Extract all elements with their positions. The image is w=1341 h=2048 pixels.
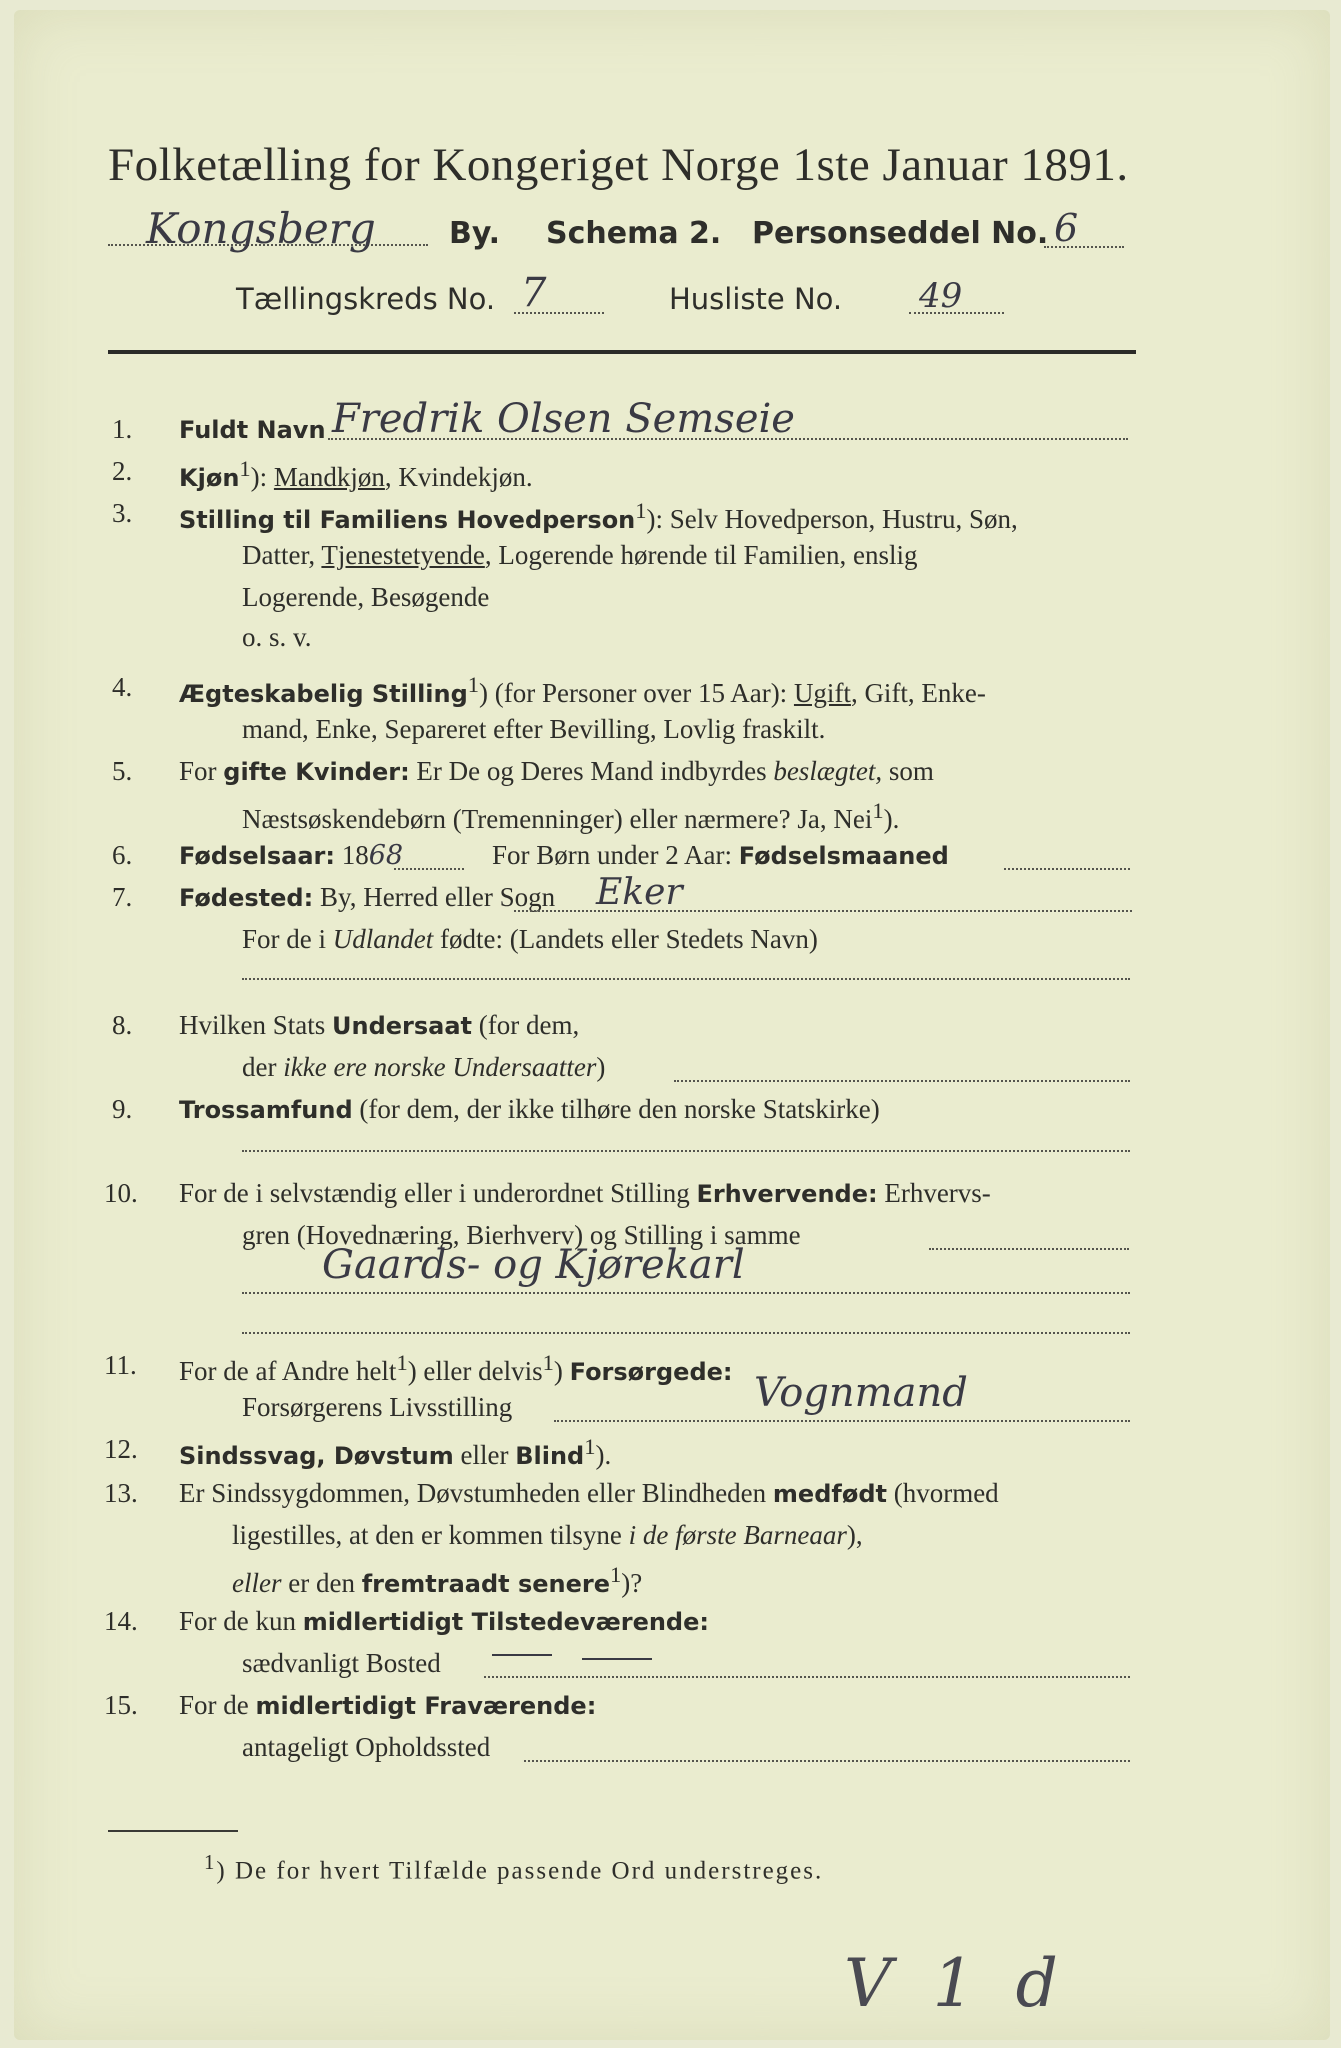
q9-number: 9. [112, 1094, 133, 1124]
q8-line2a: der [242, 1052, 284, 1082]
by-label: By. [449, 216, 501, 251]
q13-line3a: er den [281, 1568, 362, 1598]
q15-label: midlertidigt Fraværende: [255, 1692, 597, 1720]
kreds-label: Tællingskreds No. [236, 282, 496, 316]
q1-number: 1. [112, 414, 133, 444]
kreds-dotted-line [514, 312, 604, 314]
q14-row1 [179, 1606, 709, 1637]
q6-number: 6. [112, 840, 133, 870]
q13-text-b: (hvormed [886, 1478, 999, 1508]
q3-row4: o. s. v. [242, 622, 312, 652]
q6-year-print: 18 [341, 840, 369, 870]
q8-row1 [179, 1010, 579, 1041]
q8-label: Undersaat [332, 1012, 473, 1040]
q7-dotted-line-2 [242, 978, 1130, 980]
q10-number: 10. [104, 1178, 138, 1208]
q13-row2 [232, 1520, 863, 1551]
q15-dotted-line [524, 1760, 1130, 1762]
q14-row2: sædvanligt Bosted [242, 1648, 441, 1678]
q2-option-kvindekjon: , Kvindekjøn. [384, 462, 533, 492]
q5-row2 [242, 798, 899, 835]
q3-number: 3. [112, 498, 133, 528]
q13-row1 [179, 1478, 999, 1509]
q6-text: For Børn under 2 Aar: [492, 840, 732, 870]
q3-label: Stilling til Familiens Hovedperson [179, 506, 636, 534]
husliste-label: Husliste No. [669, 282, 843, 316]
q4-footnote-mark: 1 [467, 672, 480, 697]
q14-dash-mark-1 [492, 1654, 552, 1656]
schema-label: Schema 2. [546, 216, 722, 251]
q6-year-dotted-line [394, 868, 464, 870]
q10-text-a: For de i selvstændig eller i underordnet Stilling [179, 1178, 697, 1208]
q11-footnote-mark-2: 1 [542, 1350, 554, 1375]
husliste-no: 49 [919, 276, 963, 316]
q3-underlined-option: Tjenestetyende [321, 540, 485, 570]
q4-line1b: , Gift, Enke- [850, 678, 986, 708]
q11-text-c: ) [553, 1356, 570, 1386]
q12-text: eller [453, 1440, 516, 1470]
personseddel-no: 6 [1054, 206, 1079, 250]
q15-text-a: For de [179, 1690, 256, 1720]
q13-footnote-mark: 1 [610, 1562, 622, 1587]
q11-provider-value: Vognmand [754, 1370, 968, 1416]
footnote-mark: 1 [204, 1850, 217, 1874]
q5-line2: Næstsøskendebørn (Tremenninger) eller nærmere? Ja, Nei [242, 804, 873, 834]
q12-end: ). [595, 1440, 612, 1470]
header-rule [108, 350, 1136, 354]
margin-note-handwritten: V 1 d [844, 1945, 1068, 2022]
q3-line1: ): Selv Hovedperson, Hustru, Søn, [646, 504, 1018, 534]
q13-text-a: Er Sindssygdommen, Døvstumheden eller Blindheden [179, 1478, 773, 1508]
q4-underlined-option: Ugift [793, 678, 851, 708]
q9-label: Trossamfund [179, 1096, 353, 1124]
q7-line2-italic: Udlandet [332, 924, 434, 954]
q15-row2: antageligt Opholdssted [242, 1732, 491, 1762]
q7-row2 [242, 924, 818, 955]
q5-line1-italic: beslægtet, [773, 756, 883, 786]
husliste-dotted-line [909, 312, 1004, 314]
q13-label: medfødt [772, 1480, 887, 1508]
q13-line2-italic: i de første Barneaar [628, 1520, 847, 1550]
q9-dotted-line [242, 1150, 1130, 1152]
q12-footnote-mark: 1 [584, 1434, 596, 1459]
q11-row1 [179, 1350, 733, 1387]
q5-text-a: For [179, 756, 224, 786]
q13-line3-bold: fremtraadt senere [361, 1570, 611, 1598]
q3-footnote-mark: 1 [635, 498, 647, 523]
q14-number: 14. [104, 1606, 138, 1636]
q12-row [179, 1434, 611, 1471]
footnote-rule [108, 1830, 238, 1832]
q8-row2 [242, 1052, 605, 1083]
personseddel-dotted-line [1044, 246, 1124, 248]
q2-row [179, 456, 533, 493]
q11-footnote-mark: 1 [396, 1350, 408, 1375]
q7-line2b: fødte: (Landets eller Stedets Navn) [433, 924, 818, 954]
q3-row1 [179, 498, 1018, 535]
q8-dotted-line [674, 1080, 1130, 1082]
q12-number: 12. [104, 1434, 138, 1464]
q1-row [179, 414, 326, 445]
q2-footnote-mark: 1 [239, 456, 251, 481]
q5-footnote-mark: 1 [872, 798, 884, 823]
q2-option-mandkjon: Mandkjøn [273, 462, 385, 492]
q14-dotted-line [484, 1676, 1130, 1678]
q6-label2: Fødselsmaaned [738, 842, 949, 870]
q7-text: By, Herred eller Sogn [319, 882, 556, 912]
q12-label2: Blind [515, 1442, 585, 1470]
q4-row2: mand, Enke, Separeret efter Bevilling, Lovlig fraskilt. [242, 714, 826, 744]
form-title: Folketælling for Kongeriget Norge 1ste Januar 1891. [108, 139, 1129, 191]
q13-line3-italic: eller [232, 1568, 282, 1598]
q8-line2b: ) [596, 1052, 606, 1082]
census-form [14, 10, 1330, 2040]
q8-text-a: Hvilken Stats [179, 1010, 332, 1040]
q4-row1 [179, 672, 986, 709]
personseddel-label: Personseddel No. [752, 216, 1049, 251]
q5-line1b: som [882, 756, 934, 786]
q3-line2b: , Logerende hørende til Familien, enslig [484, 540, 918, 570]
q4-number: 4. [112, 672, 133, 702]
footnote [204, 1850, 823, 1885]
q10-row2: gren (Hovednæring, Bierhverv) og Stilling i samme [242, 1220, 801, 1250]
q14-dash-mark-2 [582, 1658, 652, 1660]
q10-dotted-line-3 [242, 1332, 1130, 1334]
q11-text-b: ) eller delvis [407, 1356, 543, 1386]
q3-row3: Logerende, Besøgende [242, 582, 490, 612]
kreds-no: 7 [521, 270, 547, 316]
q5-line1a: Er De og Deres Mand indbyrdes [409, 756, 774, 786]
q6-row-b [492, 840, 949, 871]
q5-number: 5. [112, 756, 133, 786]
q10-dotted-line-1 [929, 1248, 1129, 1250]
q13-row3 [232, 1562, 642, 1599]
q12-label: Sindssvag, Døvstum [179, 1442, 454, 1470]
q5-line2-end: ). [883, 804, 900, 834]
q9-row [179, 1094, 880, 1125]
q6-label: Fødselsaar: [179, 842, 335, 870]
q1-dotted-line [328, 438, 1128, 440]
q14-text-a: For de kun [179, 1606, 303, 1636]
q2-label: Kjøn [179, 464, 240, 492]
q6-row [179, 840, 403, 871]
q6-year-handwritten: 68 [368, 840, 404, 871]
q6-month-dotted-line [1004, 868, 1130, 870]
q14-label: midlertidigt Tilstedeværende: [302, 1608, 709, 1636]
q3-row2 [242, 540, 917, 571]
q13-line2a: ligestilles, at den er kommen tilsyne [232, 1520, 629, 1550]
q7-line2a: For de i [242, 924, 333, 954]
q1-name-value: Fredrik Olsen Semseie [332, 396, 795, 442]
q7-birthplace-value: Eker [596, 872, 683, 913]
q10-dotted-line-2 [242, 1292, 1130, 1294]
q7-row1 [179, 882, 555, 913]
q13-line2b: ), [846, 1520, 863, 1550]
town-handwritten: Kongsberg [146, 204, 376, 253]
q8-text-b: (for dem, [472, 1010, 580, 1040]
q10-occupation-value: Gaards- og Kjørekarl [322, 1242, 745, 1288]
footnote-text: ) De for hvert Tilfælde passende Ord understreges. [216, 1857, 824, 1885]
q7-number: 7. [112, 882, 133, 912]
q8-line2-italic: ikke ere norske Undersaatter [283, 1052, 597, 1082]
q11-number: 11. [104, 1350, 137, 1380]
q4-label: Ægteskabelig Stilling [179, 680, 468, 708]
q11-dotted-line [554, 1420, 1130, 1422]
q10-label: Erhvervende: [696, 1180, 878, 1208]
q15-row1 [179, 1690, 596, 1721]
q13-line3-end: )? [621, 1568, 643, 1598]
q2-text: ): [250, 462, 274, 492]
q11-row2: Forsørgerens Livsstilling [242, 1392, 513, 1422]
q11-label: Forsørgede: [569, 1358, 733, 1386]
q4-line1a: ) (for Personer over 15 Aar): [479, 678, 794, 708]
q13-number: 13. [104, 1478, 138, 1508]
q7-label: Fødested: [179, 884, 314, 912]
q10-row1 [179, 1178, 991, 1209]
q9-text: (for dem, der ikke tilhøre den norske Statskirke) [359, 1094, 880, 1124]
q1-label: Fuldt Navn [179, 416, 326, 444]
q10-text-b: Erhvervs- [877, 1178, 991, 1208]
q2-number: 2. [112, 456, 133, 486]
q11-text-a: For de af Andre helt [179, 1356, 397, 1386]
q5-row1 [179, 756, 934, 787]
q15-number: 15. [104, 1690, 138, 1720]
q5-label: gifte Kvinder: [223, 758, 410, 786]
q8-number: 8. [112, 1010, 133, 1040]
q3-line2a: Datter, [242, 540, 322, 570]
